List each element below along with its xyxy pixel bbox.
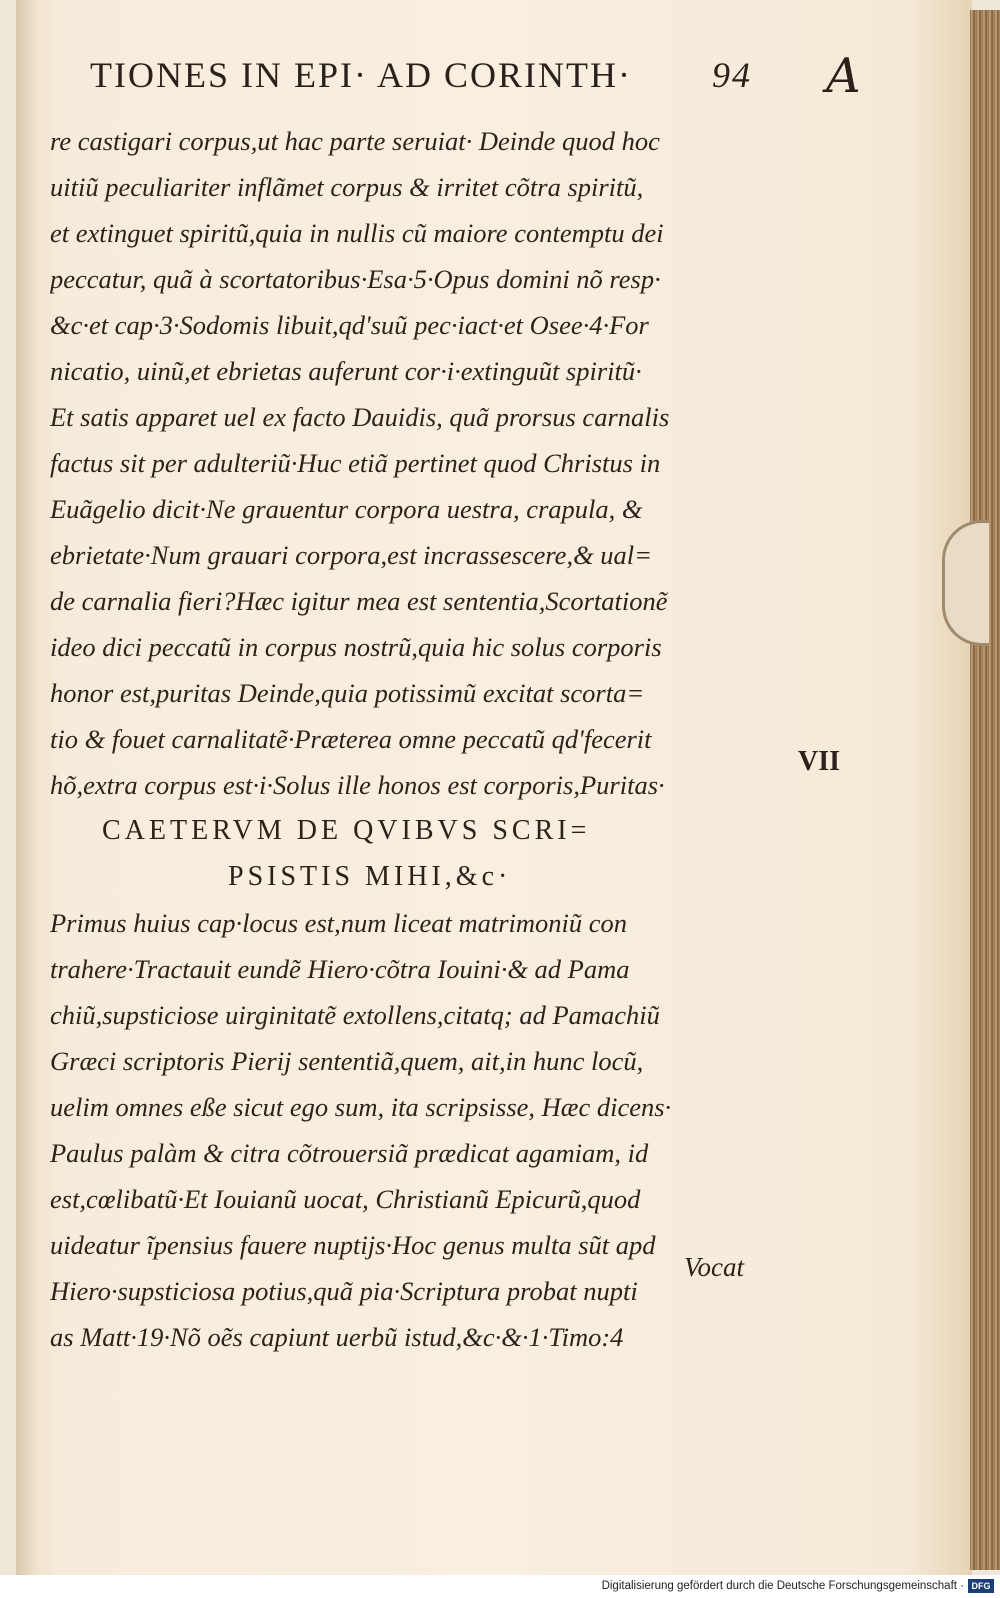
section-heading-line-2: PSISTIS MIHI,&c· bbox=[228, 861, 512, 892]
text-line: ideo dici peccatũ in corpus nostrũ,quia hic solus corporis bbox=[50, 632, 662, 662]
text-line: chiũ,supsticiose uirginitatẽ extollens,citatq; ad Pamachiũ bbox=[50, 1000, 660, 1030]
text-line: honor est,puritas Deinde,quia potissimũ excitat scorta= bbox=[50, 678, 645, 708]
text-line: factus sit per adulteriũ·Huc etiã pertinet quod Christus in bbox=[50, 448, 661, 478]
text-line: Et satis apparet uel ex facto Dauidis, quã prorsus carnalis bbox=[50, 402, 670, 432]
chapter-marker: VII bbox=[798, 746, 841, 777]
text-line: et extinguet spiritũ,quia in nullis cũ maiore contemptu dei bbox=[50, 218, 664, 248]
page-number: 94 bbox=[712, 55, 752, 95]
text-line: hõ,extra corpus est·i·Solus ille honos est corporis,Puritas· bbox=[50, 770, 665, 800]
text-line: as Matt·19·Nõ oẽs capiunt uerbũ istud,&c·&·1·Timo:4 bbox=[50, 1322, 624, 1352]
body-text bbox=[50, 118, 770, 1360]
paragraph-before bbox=[50, 118, 770, 808]
running-title: TIONES IN EPI· AD CORINTH· bbox=[90, 55, 632, 95]
catchword: Vocat bbox=[684, 1252, 744, 1282]
paragraph-after bbox=[50, 900, 770, 1360]
dfg-logo: DFG bbox=[968, 1579, 994, 1593]
footer-bar bbox=[0, 1575, 1000, 1598]
text-line: ebrietate·Num grauari corpora,est incrassescere,& ual= bbox=[50, 540, 653, 570]
signature-mark: A bbox=[826, 48, 861, 104]
text-line: uideatur ĩpensius fauere nuptijs·Hoc genus multa sũt apd bbox=[50, 1230, 656, 1260]
text-line: uelim omnes eße sicut ego sum, ita scripsisse, Hæc dicens· bbox=[50, 1092, 672, 1122]
text-line: de carnalia fieri?Hæc igitur mea est sententia,Scortationẽ bbox=[50, 586, 668, 616]
text-line: nicatio, uinũ,et ebrietas auferunt cor·i·extinguũt spiritũ· bbox=[50, 356, 642, 386]
text-line: &c·et cap·3·Sodomis libuit,qd'suũ pec·iact·et Osee·4·For bbox=[50, 310, 649, 340]
text-line: Græci scriptoris Pierij sententiã,quem, ait,in hunc locũ, bbox=[50, 1046, 644, 1076]
text-line: Euãgelio dicit·Ne grauentur corpora uestra, crapula, & bbox=[50, 494, 643, 524]
text-line: est,cœlibatũ·Et Iouianũ uocat, Christianũ Epicurũ,quod bbox=[50, 1184, 641, 1214]
clip-mark bbox=[942, 520, 989, 646]
funding-notice: Digitalisierung gefördert durch die Deutsche Forschungsgemeinschaft · bbox=[601, 1580, 964, 1592]
text-line: re castigari corpus,ut hac parte seruiat· Deinde quod hoc bbox=[50, 126, 660, 156]
section-heading-line-1: CAETERVM DE QVIBVS SCRI= bbox=[102, 815, 591, 846]
text-line: tio & fouet carnalitatẽ·Præterea omne peccatũ qd'fecerit bbox=[50, 724, 652, 754]
text-line: Hiero·supsticiosa potius,quã pia·Scriptura probat nupti bbox=[50, 1276, 638, 1306]
text-line: Paulus palàm & citra cõtrouersiã prædicat agamiam, id bbox=[50, 1138, 649, 1168]
text-line: peccatur, quã à scortatoribus·Esa·5·Opus domini nõ resp· bbox=[50, 264, 661, 294]
page-header bbox=[90, 50, 850, 100]
book-edge bbox=[970, 10, 1000, 1570]
text-line: trahere·Tractauit eundẽ Hiero·cõtra Iouini·& ad Pama bbox=[50, 954, 630, 984]
text-line: Primus huius cap·locus est,num liceat matrimoniũ con bbox=[50, 908, 628, 938]
text-line: uitiũ peculiariter inflãmet corpus & irritet cõtra spiritũ, bbox=[50, 172, 644, 202]
page-gutter bbox=[16, 0, 36, 1575]
